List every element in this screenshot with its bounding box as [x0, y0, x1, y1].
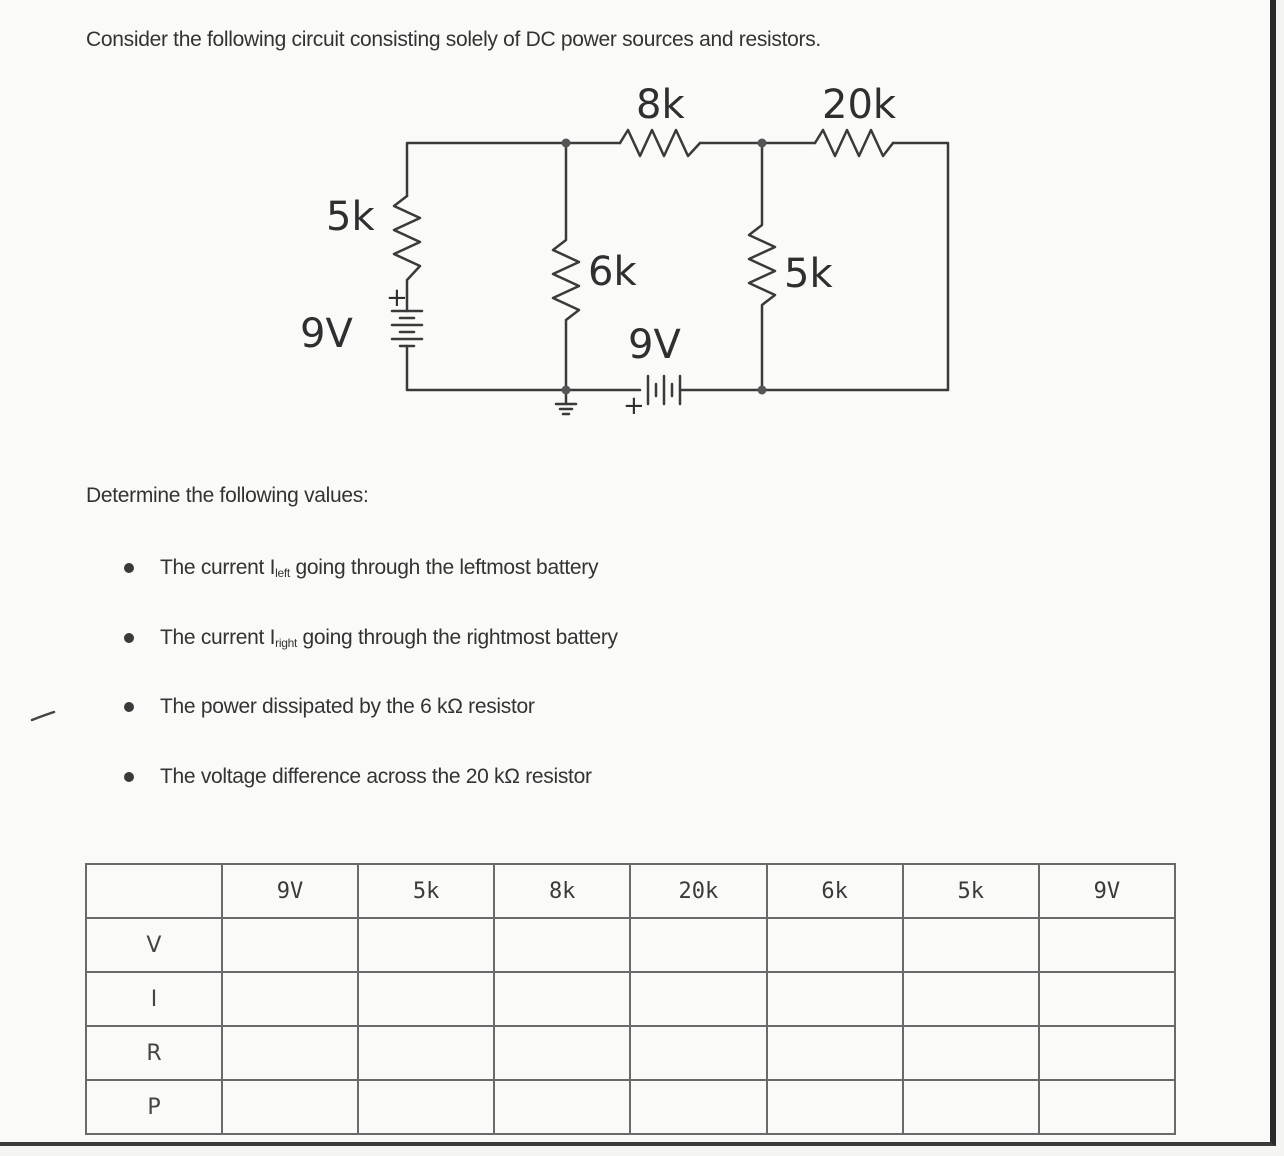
- answer-cell[interactable]: [630, 918, 766, 972]
- table-row: [86, 1080, 1175, 1134]
- answer-cell[interactable]: [903, 1080, 1039, 1134]
- resistor-6k: [553, 143, 579, 390]
- label-8k: 8k: [636, 82, 685, 128]
- row-label: V: [86, 918, 222, 972]
- header-cell: 5k: [358, 864, 494, 918]
- table-row: [86, 1026, 1175, 1080]
- plus-bottom-battery: +: [623, 391, 645, 421]
- answer-cell[interactable]: [903, 918, 1039, 972]
- task-item-left-current: The current $I_{left}$ going through the leftmost battery: [110, 540, 618, 610]
- row-label: P: [86, 1080, 222, 1134]
- answer-cell[interactable]: [222, 918, 358, 972]
- label-left-battery: 9V: [300, 311, 353, 357]
- answer-cell[interactable]: [494, 972, 630, 1026]
- answer-cell[interactable]: [767, 1026, 903, 1080]
- answer-cell[interactable]: [494, 1080, 630, 1134]
- plus-left-battery: +: [386, 283, 408, 313]
- answer-cell[interactable]: [494, 918, 630, 972]
- answer-cell[interactable]: [903, 972, 1039, 1026]
- answer-cell[interactable]: [767, 1080, 903, 1134]
- battery-left: [392, 311, 422, 346]
- answer-cell[interactable]: [358, 1026, 494, 1080]
- resistor-20k: [815, 130, 893, 156]
- resistor-left-5k: [394, 196, 420, 296]
- header-cell: 5k: [903, 864, 1039, 918]
- label-6k: 6k: [588, 249, 637, 295]
- task-item-right-current: The current $I_{right}$ going through the rightmost battery: [110, 610, 618, 680]
- wire-top-left: [407, 143, 566, 196]
- answer-cell[interactable]: [630, 1026, 766, 1080]
- answer-cell[interactable]: [1039, 1026, 1175, 1080]
- header-cell: 6k: [767, 864, 903, 918]
- table-corner-cell[interactable]: [86, 864, 222, 918]
- table-row: [86, 918, 1175, 972]
- answer-cell[interactable]: [1039, 918, 1175, 972]
- header-cell: 20k: [630, 864, 766, 918]
- row-label: I: [86, 972, 222, 1026]
- answer-cell[interactable]: [358, 918, 494, 972]
- determine-heading: Determine the following values:: [86, 484, 369, 507]
- answer-cell[interactable]: [358, 972, 494, 1026]
- label-20k: 20k: [822, 82, 897, 128]
- table-row: [86, 972, 1175, 1026]
- label-left-5k: 5k: [326, 194, 375, 240]
- pen-mark: [30, 710, 56, 722]
- task-item-power-6k: The power dissipated by the 6 kΩ resistor: [110, 679, 618, 749]
- answer-cell[interactable]: [222, 1080, 358, 1134]
- task-list: [110, 540, 618, 818]
- answer-cell[interactable]: [903, 1026, 1039, 1080]
- label-bottom-battery: 9V: [628, 322, 681, 368]
- answer-cell[interactable]: [358, 1080, 494, 1134]
- answer-table: [85, 863, 1176, 1135]
- header-cell: 9V: [1039, 864, 1175, 918]
- answer-cell[interactable]: [1039, 972, 1175, 1026]
- intro-text: Consider the following circuit consisting solely of DC power sources and resistors.: [86, 28, 821, 51]
- header-cell: 9V: [222, 864, 358, 918]
- task-item-voltage-20k: The voltage difference across the 20 kΩ resistor: [110, 749, 618, 819]
- table-header-row: [86, 864, 1175, 918]
- row-label: R: [86, 1026, 222, 1080]
- resistor-8k: [620, 130, 700, 156]
- answer-cell[interactable]: [222, 1026, 358, 1080]
- answer-cell[interactable]: [1039, 1080, 1175, 1134]
- answer-cell[interactable]: [222, 972, 358, 1026]
- circuit-diagram: [0, 0, 1270, 460]
- resistor-right-5k: [749, 143, 775, 390]
- answer-cell[interactable]: [630, 972, 766, 1026]
- label-right-5k: 5k: [784, 251, 833, 297]
- header-cell: 8k: [494, 864, 630, 918]
- answer-cell[interactable]: [494, 1026, 630, 1080]
- answer-cell[interactable]: [767, 918, 903, 972]
- answer-cell[interactable]: [767, 972, 903, 1026]
- battery-bottom: [648, 376, 680, 404]
- answer-cell[interactable]: [630, 1080, 766, 1134]
